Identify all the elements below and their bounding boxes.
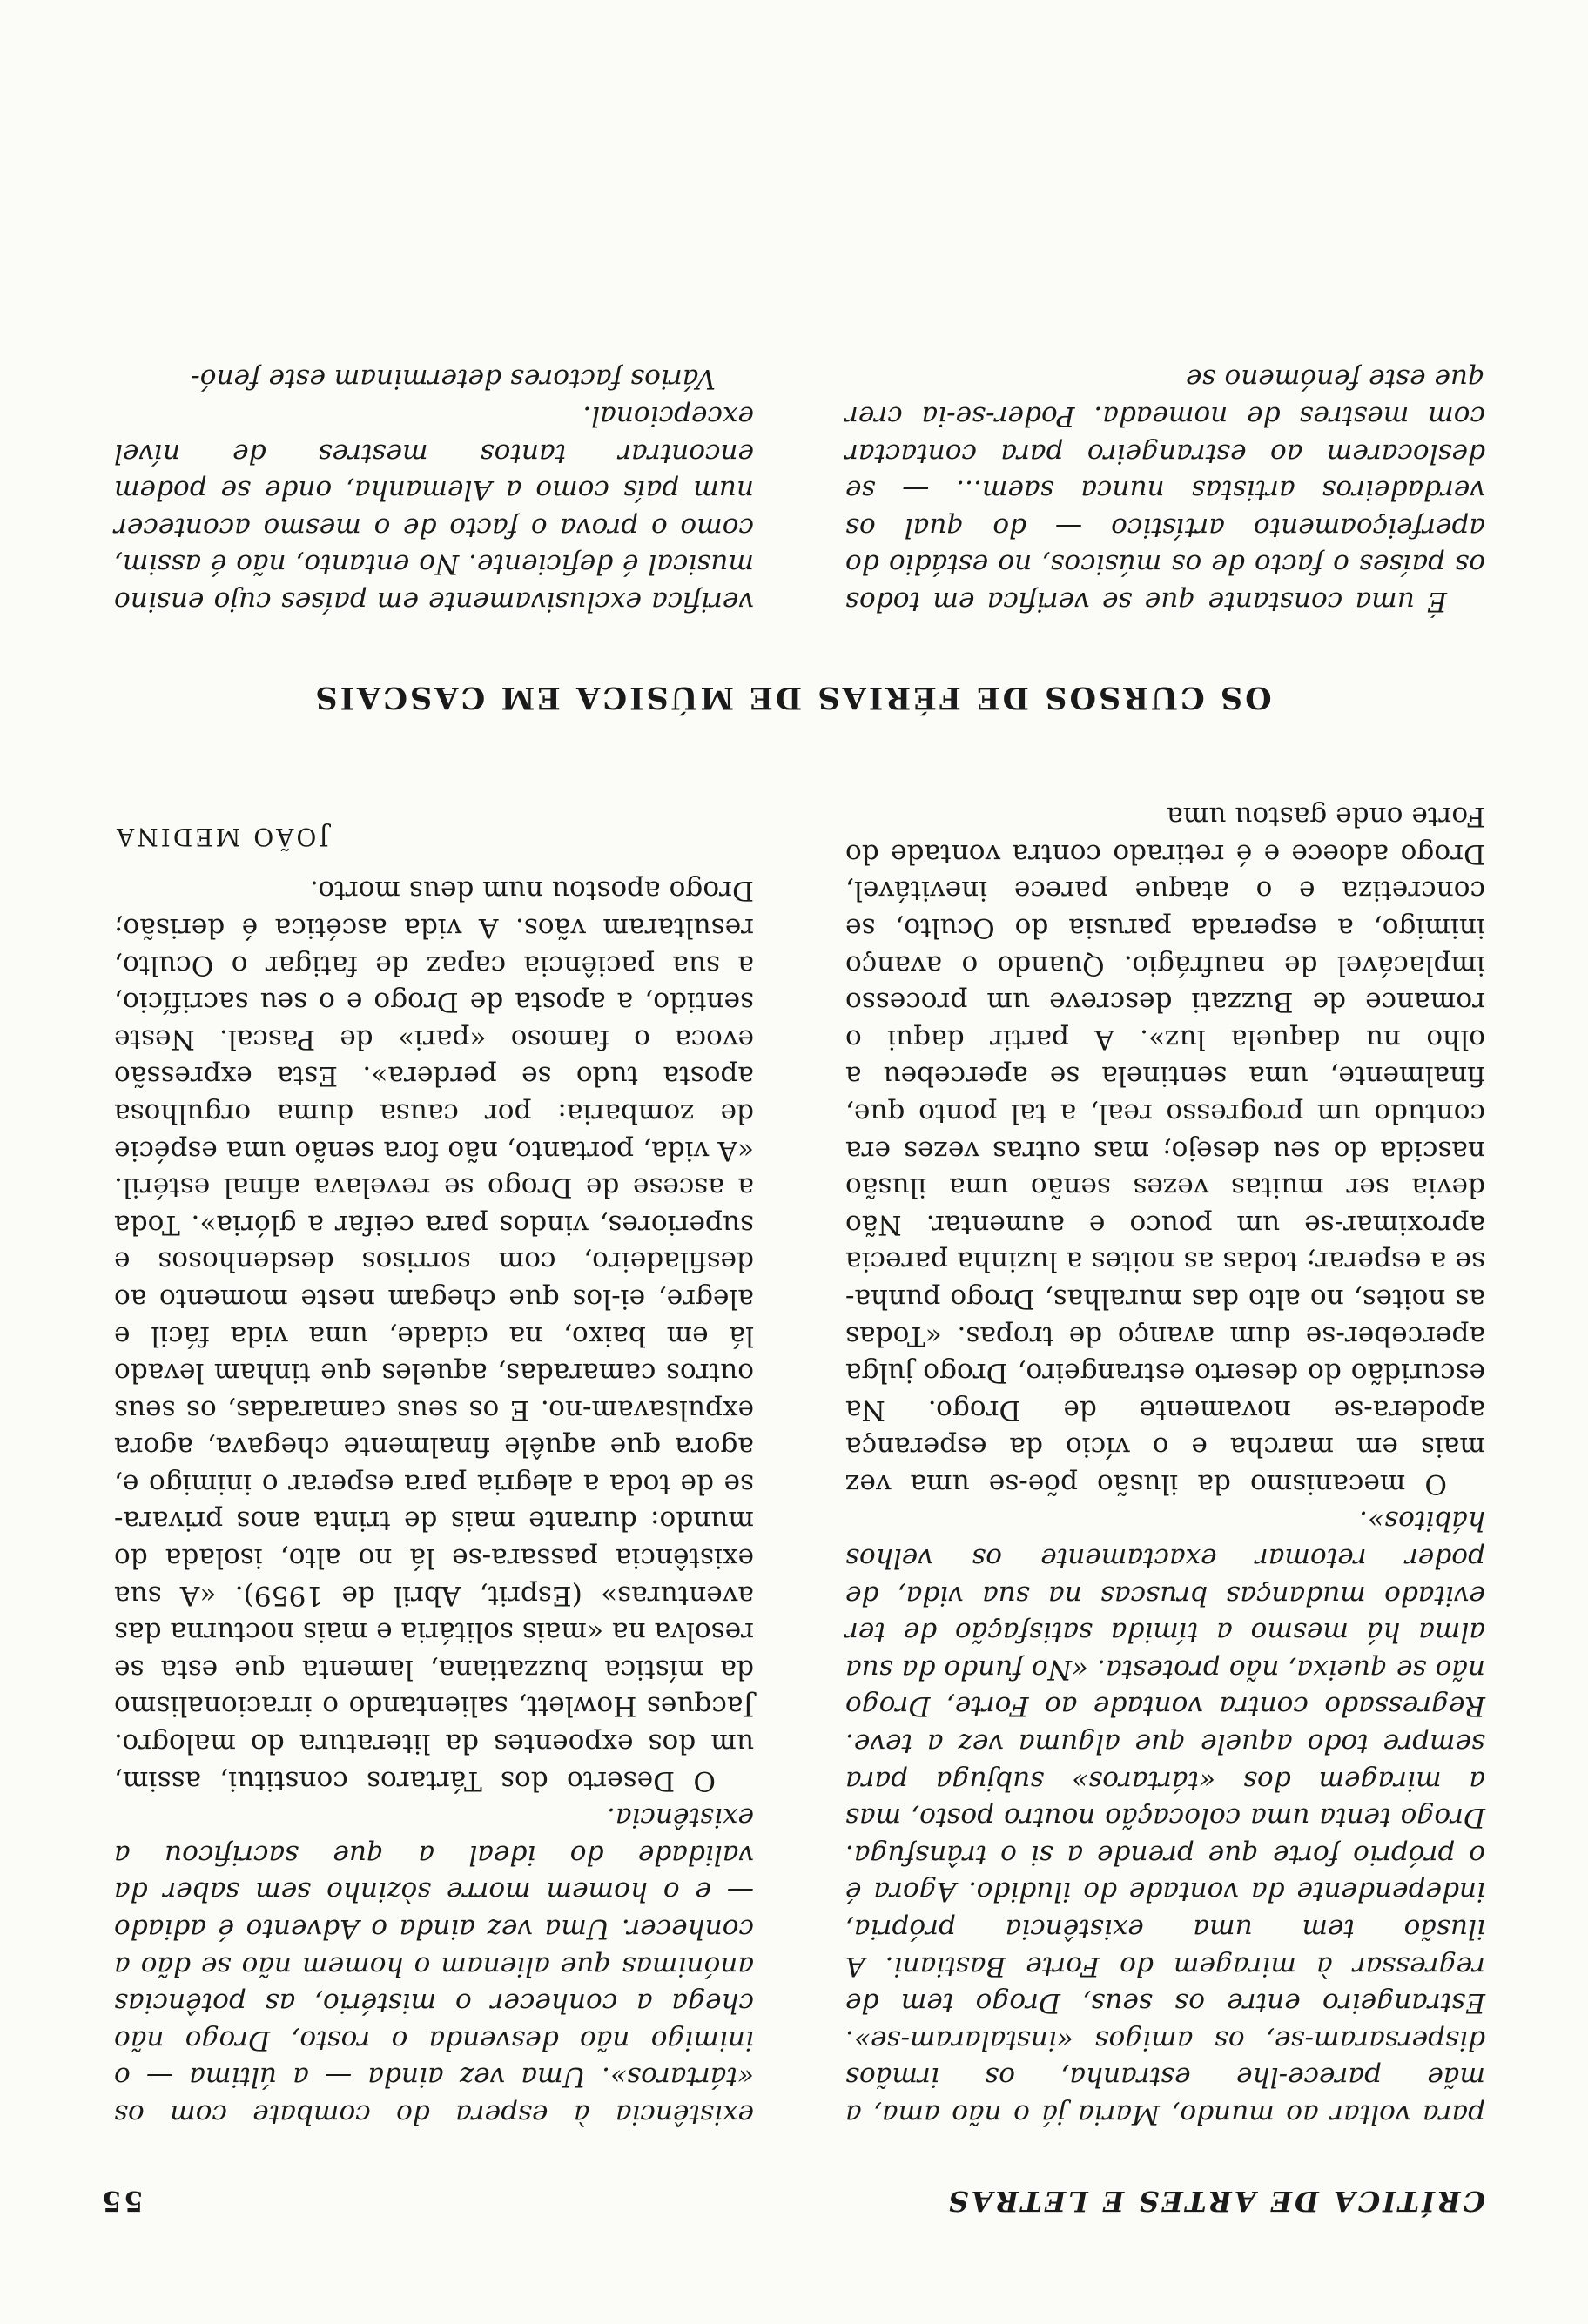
paragraph: existência à espera do combate com os «tártaros». Uma vez ainda — a última — o inimigo não desvenda o rosto, Drogo não chega a conhecer o mistério, as potências anónimas que alienam o homem não se dão a conhecer. Uma vez ainda o Advento é adiado — e o homem morre sòzinho sem saber da validade do ideal a que sacrificou a existência. [114,1802,754,2130]
paragraph: Vários factores determinam este fenó- [191,363,716,395]
section-column-left [845,360,1485,620]
page-header [99,2185,1485,2218]
journal-title: CRÍTICA DE ARTES E LETRAS [945,2185,1485,2218]
paragraph: O Deserto dos Tártaros constitui, assim, um dos expoentes da literatura do malogro. Jacques Howlett, salientando o irracionalismo da mística buzzatiana, lamenta que esta se resolva na «mais solitária e mais nocturna das aventuras» (Esprit, Abril de 1959). «A sua existência passara-se lá no alto, isolada do mundo: durante mais de trinta anos privara-se de toda a alegria para esperar o inimigo e, agora que aquêle finalmente chegava, agora expulsavam-no. E os seus camaradas, os seus outros camaradas, aqueles que tinham levado lá em baixo, na cidade, uma vida fácil e alegre, ei-los que chegam neste momento ao desfiladeiro, com sorrisos desdenhosos e superiores, vindos para ceifar a glória». Toda a ascese de Drogo se revelava afinal estéril. «A vida, portanto, não fora senão uma espécie de zombaria: por causa duma orgulhosa aposta tudo se perdera». Esta expressão evoca o famoso «pari» de Pascal. Neste sentido, a aposta de Drogo e o seu sacrifício, a sua paciência capaz de fatigar o Oculto, resultaram vãos. A vida ascética é derisão; Drogo apostou num deus morto. [114,875,754,1797]
paragraph: verifica exclusivamente em países cujo ensino musical é deficiente. No entanto, não é assim, como o prova o facto de o mesmo acontecer num país como a Alemanha, onde se podem encontrar tantos mestres de nível excepcional. [114,400,754,617]
paragraph: O mecanismo da ilusão põe-se uma vez mais em marcha e o vício da esperança apodera-se novamente de Drogo. Na escuridão do deserto estrangeiro, Drogo julga aperceber-se dum avanço de tropas. «Todas as noites, no alto das muralhas, Drogo punha-se a esperar; todas as noites a luzinha parecia aproximar-se um pouco e aumentar. Não devia ser muitas vezes senão uma ilusão nascida do seu desejo; mas outras vezes era contudo um progresso real, a tal ponto que, finalmente, uma sentinela se apercebeu a olho nu daquela luz». A partir daqui o romance de Buzzati descreve um processo implacável de naufrágio. Quando o avanço inimigo, a esperada parusia do Oculto, se concretiza e o ataque parece inevitável, Drogo adoece e é retirado contra vontade do Forte onde gastou uma [845,801,1485,1500]
author-signature: JOÃO MEDINA [114,822,329,851]
section-column-right [114,360,754,620]
paragraph: É uma constante que se verifica em todos os países o facto de os músicos, no estádio do aperfeiçoamento artístico — do qual os verdadeiros artistas nunca saem... — se deslocarem ao estrangeiro para contactar com mestres de nomeada. Poder-se-ia crer que este fenómeno se [845,363,1485,617]
article-column-left [845,798,1485,2133]
article-column-right [114,817,754,2133]
paragraph: para voltar ao mundo, Maria já o não ama, a mãe parece-lhe estranha, os irmãos dispersaram-se, os amigos «instalaram-se». Estrangeiro entre os seus, Drogo tem de regressar à miragem do Forte Bastiani. A ilusão tem uma existência própria, independente da vontade do iludido. Agora é o próprio forte que prende a si o trânsfuga. Drogo tenta uma colocação noutro posto, mas a miragem dos «tártaros» subjuga para sempre todo aquele que alguma vez a teve. Regressado contra vontade ao Forte, Drogo não se queixa, não protesta. «No fundo da sua alma há mesmo a tímida satisfação de ter evitado mudanças bruscas na sua vida, de poder retomar exactamente os velhos hábitos». [845,1505,1485,2130]
page-number: 55 [99,2185,144,2218]
section-title: OS CURSOS DE FÉRIAS DE MÚSICA EM CASCAIS [313,680,1272,715]
